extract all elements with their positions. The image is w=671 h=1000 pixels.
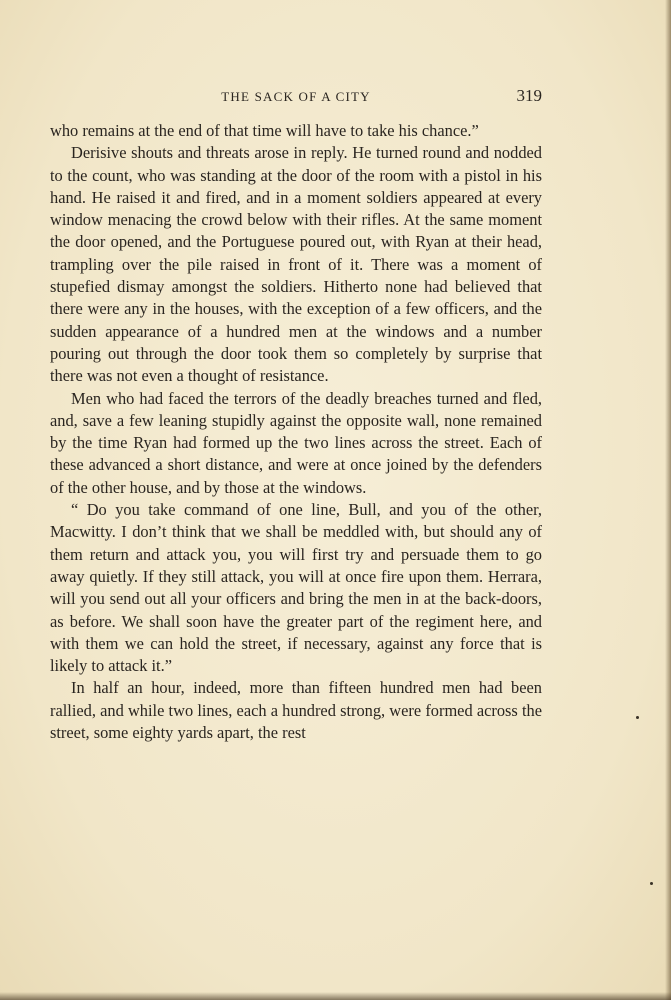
paragraph: In half an hour, indeed, more than fifteen hundred men had been rallied, and while two lines, each a hundred strong, were formed across the street, some eighty yards apart, the rest xyxy=(50,678,542,743)
running-head xyxy=(50,86,542,108)
paragraph: Men who had faced the terrors of the deadly breaches turned and fled, and, save a few leaning stupidly against the opposite wall, none remained by the time Ryan had formed up the two lines across the street. Each of these advanced a short distance, and were at once joined by the defenders of the other house, and by those at the windows. xyxy=(50,388,542,497)
paragraph: who remains at the end of that time will have to take his chance.” xyxy=(50,121,479,140)
page-edge-shadow xyxy=(665,0,671,1000)
running-head-title: THE SACK OF A CITY xyxy=(221,89,371,104)
paragraph: “ Do you take command of one line, Bull, and you of the other, Macwitty. I don’t think that we shall be meddled with, but should any of them return and attack you, you will first try and persuade them to go away quietly. If they still attack, you will at once fire upon them. Herrara, will you send out all your officers and bring the men in at the back-doors, as before. We shall soon have the greater part of the regiment here, and with them we can hold the street, if necessary, against any force that is likely to attack it.” xyxy=(50,500,542,676)
margin-speck xyxy=(636,716,639,719)
margin-speck xyxy=(650,882,653,885)
paragraph: Derisive shouts and threats arose in reply. He turned round and nodded to the count, who was standing at the door of the room with a pistol in his hand. He raised it and fired, and in a moment soldiers appeared at every window menacing the crowd below with their rifles. At the same moment the door opened, and the Portuguese poured out, with Ryan at their head, trampling over the pile raised in front of it. There was a moment of stupefied dismay amongst the soldiers. Hitherto none had believed that there were any in the houses, with the exception of a few officers, and the sudden appearance of a hundred men at the windows and a number pouring out through the door took them so completely by surprise that there was not even a thought of resistance. xyxy=(50,143,542,386)
page-number: 319 xyxy=(516,86,542,105)
body-text xyxy=(50,120,542,744)
page-bottom-shadow xyxy=(0,992,671,1000)
